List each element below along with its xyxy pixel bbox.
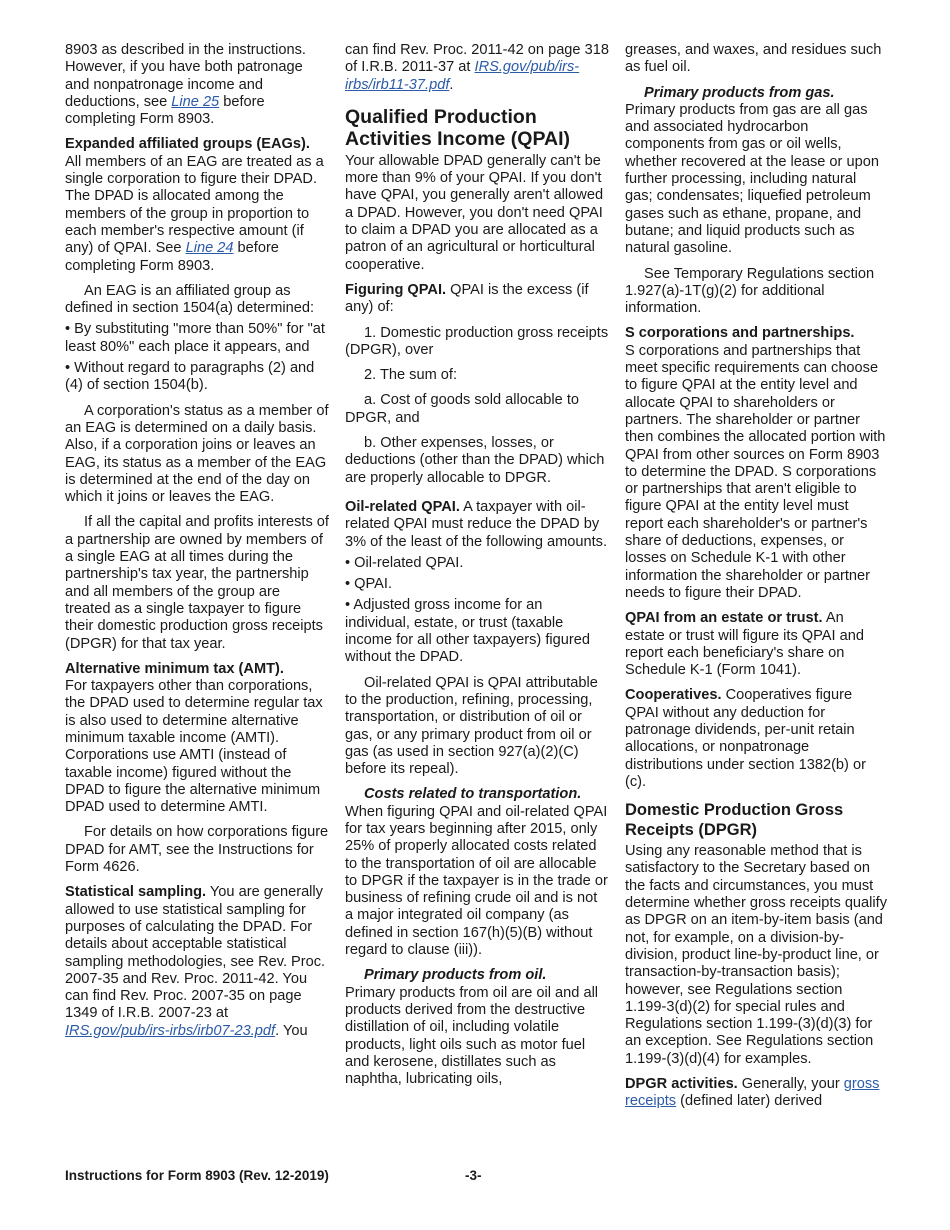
bullet-icon: • — [65, 321, 71, 338]
paragraph: If all the capital and profits interests of a partnership are owned by members of a single EAG at all times during the partnership's tax year, the partnership and all members of the group are treated as a single taxpayer to figure their domestic production gross receipts (DPGR) for that tax year. — [65, 514, 329, 652]
list-item: 2. The sum of: — [364, 367, 458, 384]
gross-receipts-link[interactable]: gross receipts — [625, 1076, 880, 1110]
bullet-item: • Oil-related QPAI. — [345, 554, 464, 571]
line-24-link[interactable]: Line 24 — [185, 240, 234, 257]
s-corp-paragraph: S corporations and partnerships. S corporations and partnerships that meet specific requirements can choose to figure QPAI at the entity level and allocate QPAI to shareholders or partners. The shareholder or partner then combines the allocated portion with QPAI from other sources on Form 8903 to determine the DPAD. S corporations or partnerships that aren't eligible to figure QPAI at the entity level must report each shareholder's or partner's share of deductions, expenses, or losses on Schedule K-1 with other information the shareholder or partner needs to figure their DPAD. — [625, 325, 886, 601]
bullet-item: • Adjusted gross income for an individual, estate, or trust (taxable income for all other taxpayers) figured without the DPAD. — [345, 597, 590, 666]
dpgr-activities-paragraph: DPGR activities. Generally, your gross receipts (defined later) derived — [625, 1076, 880, 1110]
eag-paragraph: Expanded affiliated groups (EAGs). All members of an EAG are treated as a single corporation to figure their DPAD. The DPAD is allocated among the members of the group in proportion to each member's respective amount (if any) of QPAI. See Line 24 before completing Form 8903. — [65, 136, 324, 274]
page-number: -3- — [465, 1168, 482, 1183]
bullet-icon: • — [345, 597, 351, 614]
paragraph: For details on how corporations figure DPAD for AMT, see the Instructions for Form 4626. — [65, 824, 329, 876]
paragraph: 8903 as described in the instructions. However, if you have both patronage and nonpatronage income and deductions, see Line 25 before completing Form 8903. — [65, 42, 306, 128]
column-3 — [625, 42, 887, 1119]
gas-products-heading: Primary products from gas. — [644, 84, 835, 101]
column-1 — [65, 42, 329, 1048]
s-corp-heading: S corporations and partnerships. — [625, 325, 855, 342]
cooperatives-heading: Cooperatives. — [625, 687, 722, 704]
paragraph: See Temporary Regulations section 1.927(a)-1T(g)(2) for additional information. — [625, 265, 875, 317]
footer-form-title: Instructions for Form 8903 (Rev. 12-2019) — [65, 1168, 329, 1183]
bullet-item: • By substituting "more than 50%" for "at least 80%" each place it appears, and — [65, 321, 325, 355]
oil-products-paragraph: Primary products from oil. Primary products from oil are oil and all products derived from the destructive distillation of oil, including volatile products, light oils such as motor fuel and kerosene, distillates such as naphtha, lubricating oils, — [345, 967, 599, 1088]
estate-trust-paragraph: QPAI from an estate or trust. An estate or trust will figure its QPAI and report each beneficiary's share on Schedule K-1 (Form 1041). — [625, 610, 865, 679]
column-2 — [345, 42, 609, 1096]
paragraph: Using any reasonable method that is satisfactory to the Secretary based on the facts and circumstances, you must determine whether gross receipts qualify as DPGR on an item-by-item basis (and not, for example, on a division-by-division, product line-by-product line, or transaction-by-transaction basis); however, see Regulations section 1.199-3(d)(2) for special rules and Regulations section 1.199-(3)(d)(3) for an exception. See Regulations section 1.199-(3)(d)(4) for examples. — [625, 843, 888, 1067]
stat-heading: Statistical sampling. — [65, 884, 207, 901]
paragraph: can find Rev. Proc. 2011-42 on page 318 of I.R.B. 2011-37 at IRS.gov/pub/irs-irbs/irb11-37.pdf. — [345, 42, 609, 93]
oil-products-heading: Primary products from oil. — [364, 967, 547, 984]
paragraph: Oil-related QPAI is QPAI attributable to the production, refining, processing, transportation, or distribution of oil or gas, or any primary product from oil or gas (as used in section 927(a)(2)(C) before its repeal). — [345, 674, 598, 778]
bullet-icon: • — [345, 576, 351, 593]
transport-costs-heading: Costs related to transportation. — [364, 786, 582, 803]
qpai-section-heading: Qualified Production Activities Income (QPAI) — [345, 105, 571, 150]
bullet-item: • Without regard to paragraphs (2) and (4) of section 1504(b). — [65, 360, 315, 394]
amt-paragraph: Alternative minimum tax (AMT). For taxpayers other than corporations, the DPAD used to determine regular tax is also used to determine alternative minimum taxable income (AMTI). Corporations use AMTI (instead of taxable income) figured without the DPAD to figure the alternative minimum DPAD used to determine AMTI. — [65, 660, 323, 816]
list-item: a. Cost of goods sold allocable to DPGR, and — [345, 392, 579, 426]
bullet-icon: • — [345, 554, 351, 571]
paragraph: Your allowable DPAD generally can't be more than 9% of your QPAI. If you don't have QPAI, you generally aren't allowed a DPAD. However, you don't need QPAI to claim a DPAD you are allocated as a patron of an agricultural or horticultural cooperative. — [345, 152, 604, 273]
paragraph: An EAG is an affiliated group as defined in section 1504(a) determined: — [65, 282, 315, 317]
list-item: b. Other expenses, losses, or deductions (other than the DPAD) which are properly allocable to DPGR. — [345, 435, 605, 486]
gas-products-paragraph: Primary products from gas. Primary products from gas are all gas and associated hydrocarbon components from gas or oil wells, whether recovered at the lease or upon further processing, including natural gas; condensates; liquefied petroleum gases such as ethane, propane, and butane; and liquid products such as natural gasoline. — [625, 84, 879, 257]
oil-qpai-paragraph: Oil-related QPAI. A taxpayer with oil-related QPAI must reduce the DPAD by 3% of the least of the following amounts. — [345, 498, 608, 550]
bullet-icon: • — [65, 360, 71, 377]
eag-heading: Expanded affiliated groups (EAGs). — [65, 136, 310, 153]
figuring-qpai-heading: Figuring QPAI. — [345, 281, 447, 298]
irb07-23-link[interactable]: IRS.gov/pub/irs-irbs/irb07-23.pdf — [65, 1022, 276, 1039]
stat-paragraph: Statistical sampling. You are generally allowed to use statistical sampling for purposes of calculating the DPAD. For details about acceptable statistical sampling methodologies, see Rev. Proc. 2007-35 and Rev. Proc. 2011-42. You can find Rev. Proc. 2007-35 on page 1349 of I.R.B. 2007-23 at IRS.gov/pub/irs-irbs/irb07-23.pdf. You — [65, 884, 326, 1039]
irb11-37-link[interactable]: IRS.gov/pub/irs-irbs/irb11-37.pdf — [345, 59, 580, 93]
estate-trust-heading: QPAI from an estate or trust. — [625, 610, 823, 627]
list-item: 1. Domestic production gross receipts (DPGR), over — [345, 324, 609, 358]
bullet-item: • QPAI. — [345, 576, 393, 593]
figuring-qpai-paragraph: Figuring QPAI. QPAI is the excess (if any) of: — [345, 281, 589, 316]
page-footer — [65, 1168, 887, 1188]
paragraph: A corporation's status as a member of an EAG is determined on a daily basis. Also, if a corporation joins or leaves an EAG, its status as a member of the EAG is determined at the end of the day on which it joins or leaves the EAG. — [65, 402, 329, 506]
paragraph: greases, and waxes, and residues such as fuel oil. — [625, 42, 882, 76]
transport-costs-paragraph: Costs related to transportation. When figuring QPAI and oil-related QPAI for tax years beginning after 2015, only 25% of properly allocated costs related to the transportation of oil are allocable to DPGR if the taxpayer is in the trade or business of refining crude oil and is not a major integrated oil company (as defined in section 167(h)(5)(B) without regard to clause (iii)). — [345, 786, 608, 959]
dpgr-section-heading: Domestic Production Gross Receipts (DPGR) — [625, 801, 844, 839]
oil-qpai-heading: Oil-related QPAI. — [345, 498, 460, 515]
amt-heading: Alternative minimum tax (AMT). — [65, 660, 284, 677]
line-25-link[interactable]: Line 25 — [171, 93, 220, 110]
dpgr-activities-heading: DPGR activities. — [625, 1076, 738, 1093]
cooperatives-paragraph: Cooperatives. Cooperatives figure QPAI without any deduction for patronage dividends, per-unit retain allocations, or nonpatronage distributions under section 1382(b) or (c). — [625, 687, 866, 790]
